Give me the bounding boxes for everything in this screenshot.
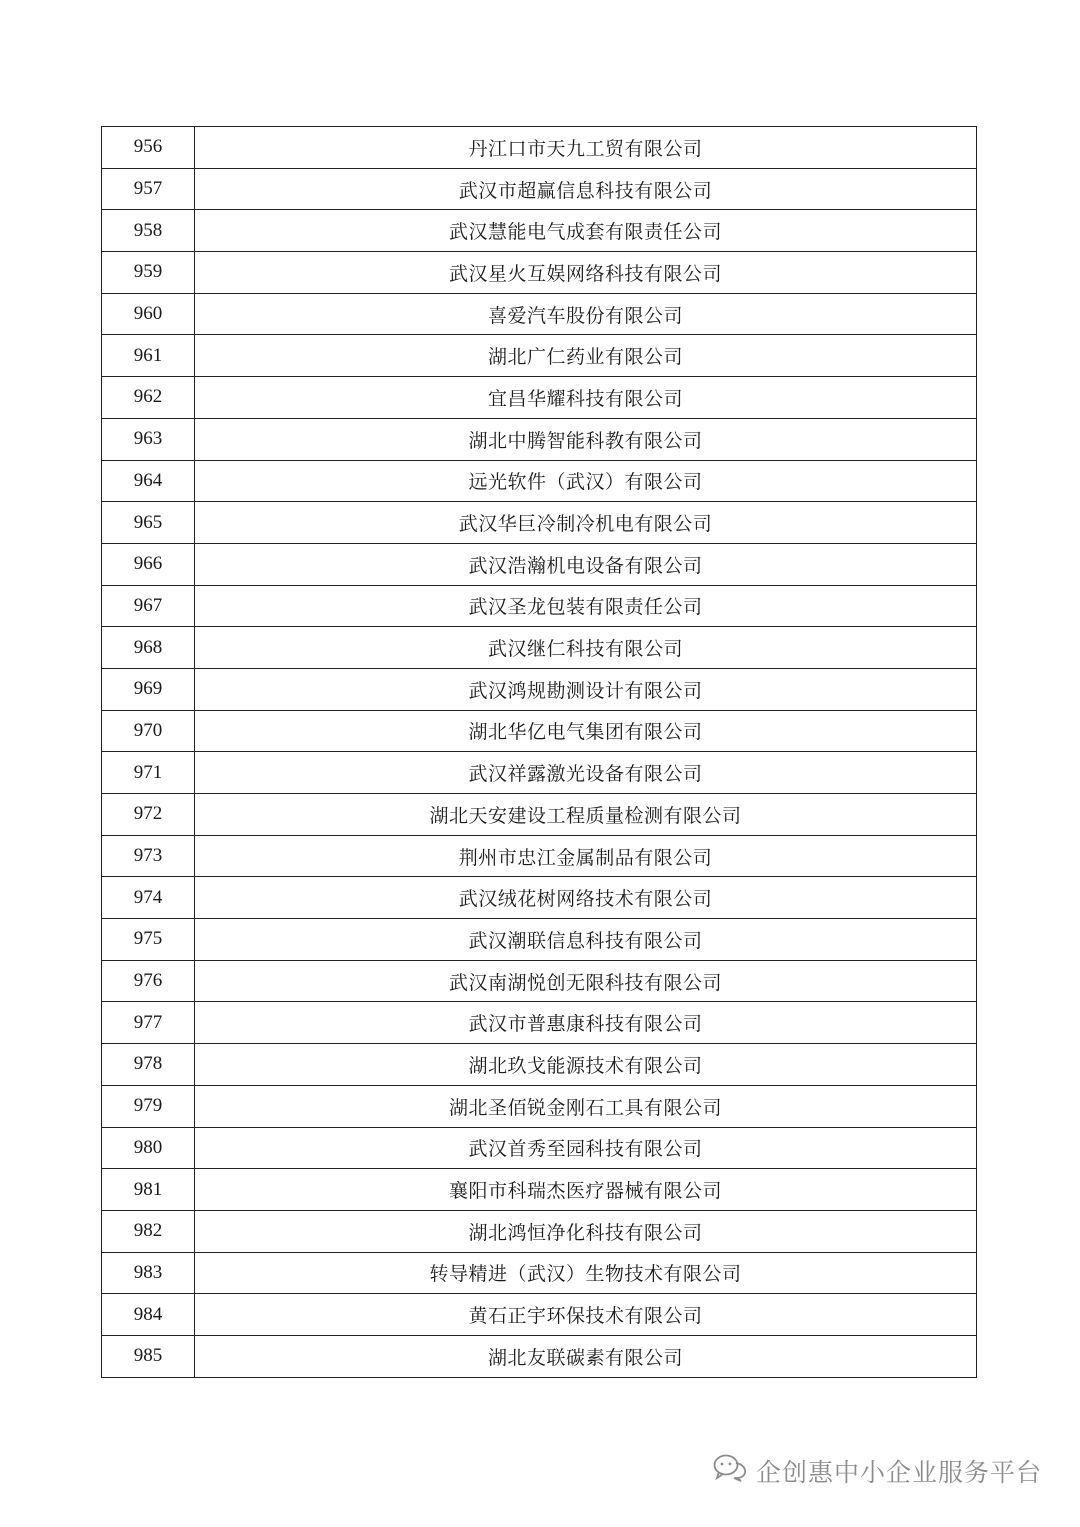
table-row: [102, 585, 977, 627]
row-number: 983: [102, 1252, 195, 1294]
company-name: 转导精进（武汉）生物技术有限公司: [195, 1252, 977, 1294]
company-name: 武汉潮联信息科技有限公司: [195, 919, 977, 961]
company-list-table: [101, 126, 977, 1378]
table-row: [102, 877, 977, 919]
row-number: 979: [102, 1085, 195, 1127]
row-number: 956: [102, 127, 195, 169]
row-number: 970: [102, 710, 195, 752]
table-row: [102, 210, 977, 252]
row-number: 984: [102, 1294, 195, 1336]
table-row: [102, 335, 977, 377]
company-name: 武汉继仁科技有限公司: [195, 627, 977, 669]
row-number: 962: [102, 377, 195, 419]
row-number: 958: [102, 210, 195, 252]
company-name: 黄石正宇环保技术有限公司: [195, 1294, 977, 1336]
table-row: [102, 1127, 977, 1169]
company-name: 武汉绒花树网络技术有限公司: [195, 877, 977, 919]
table-row: [102, 919, 977, 961]
table-row: [102, 377, 977, 419]
company-name: 湖北广仁药业有限公司: [195, 335, 977, 377]
table-row: [102, 1294, 977, 1336]
table-row: [102, 1210, 977, 1252]
row-number: 976: [102, 960, 195, 1002]
row-number: 961: [102, 335, 195, 377]
company-name: 武汉市超赢信息科技有限公司: [195, 168, 977, 210]
table-row: [102, 1252, 977, 1294]
table-row: [102, 1169, 977, 1211]
table-row: [102, 960, 977, 1002]
company-name: 襄阳市科瑞杰医疗器械有限公司: [195, 1169, 977, 1211]
company-name: 武汉星火互娱网络科技有限公司: [195, 252, 977, 294]
row-number: 980: [102, 1127, 195, 1169]
table-row: [102, 668, 977, 710]
row-number: 978: [102, 1044, 195, 1086]
row-number: 985: [102, 1335, 195, 1377]
company-name: 武汉市普惠康科技有限公司: [195, 1002, 977, 1044]
table-row: [102, 460, 977, 502]
company-name: 武汉浩瀚机电设备有限公司: [195, 543, 977, 585]
row-number: 974: [102, 877, 195, 919]
table-row: [102, 1044, 977, 1086]
company-name: 武汉南湖悦创无限科技有限公司: [195, 960, 977, 1002]
company-name: 湖北玖戈能源技术有限公司: [195, 1044, 977, 1086]
row-number: 973: [102, 835, 195, 877]
company-name: 宜昌华耀科技有限公司: [195, 377, 977, 419]
row-number: 975: [102, 919, 195, 961]
company-name: 远光软件（武汉）有限公司: [195, 460, 977, 502]
company-name: 湖北鸿恒净化科技有限公司: [195, 1210, 977, 1252]
company-name: 武汉首秀至园科技有限公司: [195, 1127, 977, 1169]
watermark: [712, 1454, 1042, 1488]
row-number: 972: [102, 794, 195, 836]
row-number: 971: [102, 752, 195, 794]
row-number: 977: [102, 1002, 195, 1044]
row-number: 969: [102, 668, 195, 710]
company-name: 喜爱汽车股份有限公司: [195, 293, 977, 335]
company-name: 湖北中腾智能科教有限公司: [195, 418, 977, 460]
table-row: [102, 1002, 977, 1044]
table-row: [102, 794, 977, 836]
row-number: 963: [102, 418, 195, 460]
table-row: [102, 293, 977, 335]
company-name: 武汉华巨冷制冷机电有限公司: [195, 502, 977, 544]
table-body: [102, 127, 977, 1378]
row-number: 968: [102, 627, 195, 669]
company-name: 武汉鸿规勘测设计有限公司: [195, 668, 977, 710]
table-row: [102, 835, 977, 877]
company-name: 湖北圣佰锐金刚石工具有限公司: [195, 1085, 977, 1127]
row-number: 959: [102, 252, 195, 294]
table-row: [102, 418, 977, 460]
table-row: [102, 1085, 977, 1127]
company-name: 丹江口市天九工贸有限公司: [195, 127, 977, 169]
table-row: [102, 627, 977, 669]
row-number: 960: [102, 293, 195, 335]
company-name: 武汉慧能电气成套有限责任公司: [195, 210, 977, 252]
row-number: 967: [102, 585, 195, 627]
table-row: [102, 710, 977, 752]
table-row: [102, 127, 977, 169]
wechat-icon: [712, 1453, 748, 1489]
company-name: 荆州市忠江金属制品有限公司: [195, 835, 977, 877]
row-number: 966: [102, 543, 195, 585]
row-number: 982: [102, 1210, 195, 1252]
company-name: 武汉圣龙包装有限责任公司: [195, 585, 977, 627]
watermark-text: 企创惠中小企业服务平台: [755, 1458, 1042, 1487]
row-number: 957: [102, 168, 195, 210]
company-name: 武汉祥露激光设备有限公司: [195, 752, 977, 794]
table-row: [102, 168, 977, 210]
row-number: 965: [102, 502, 195, 544]
company-name: 湖北天安建设工程质量检测有限公司: [195, 794, 977, 836]
table-row: [102, 252, 977, 294]
company-name: 湖北华亿电气集团有限公司: [195, 710, 977, 752]
company-name: 湖北友联碳素有限公司: [195, 1335, 977, 1377]
row-number: 981: [102, 1169, 195, 1211]
table-row: [102, 543, 977, 585]
table-row: [102, 752, 977, 794]
row-number: 964: [102, 460, 195, 502]
table-row: [102, 1335, 977, 1377]
table-row: [102, 502, 977, 544]
